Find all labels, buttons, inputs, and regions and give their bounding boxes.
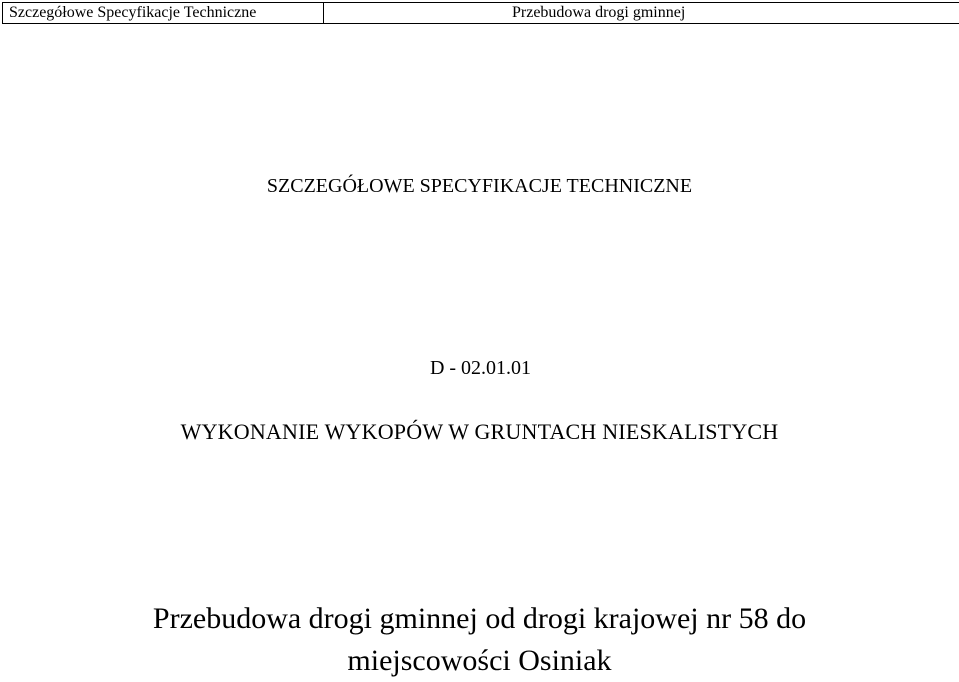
page-header — [2, 2, 959, 24]
spec-title: SZCZEGÓŁOWE SPECYFIKACJE TECHNICZNE — [0, 173, 959, 199]
project-title-line-1: Przebudowa drogi gminnej od drogi krajowej nr 58 do — [0, 598, 959, 640]
spec-code: D - 02.01.01 — [0, 355, 959, 381]
header-project-name: Przebudowa drogi gminnej — [324, 3, 959, 24]
project-title — [0, 598, 959, 682]
header-document-type: Szczegółowe Specyfikacje Techniczne — [3, 3, 324, 24]
project-title-line-2: miejscowości Osiniak — [0, 640, 959, 682]
spec-name: WYKONANIE WYKOPÓW W GRUNTACH NIESKALISTYCH — [0, 418, 959, 446]
